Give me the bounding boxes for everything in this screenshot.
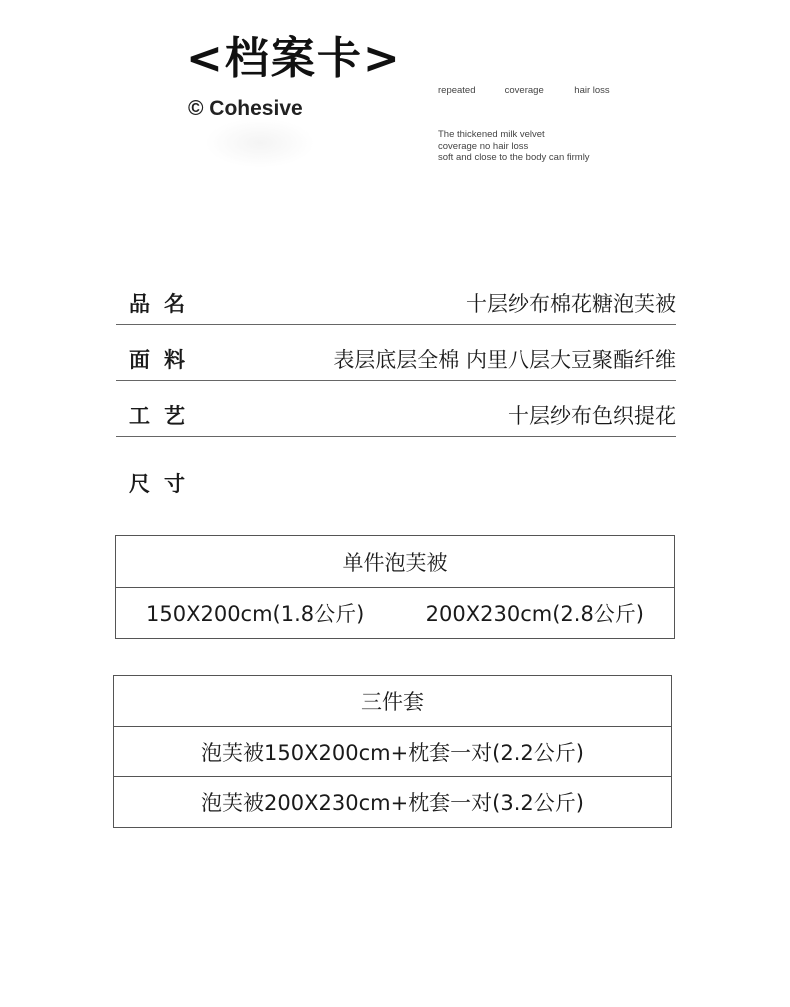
- description-line: The thickened milk velvet: [438, 129, 545, 140]
- tag-coverage: coverage: [504, 85, 544, 96]
- info-value: 十层纱布色织提花: [508, 404, 676, 428]
- table-row: [116, 587, 674, 638]
- table-cell: 200X230cm(2.8公斤): [425, 602, 644, 626]
- info-value: 十层纱布棉花糖泡芙被: [466, 292, 676, 316]
- tag-repeated: repeated: [438, 85, 476, 96]
- size-label: 尺寸: [129, 472, 199, 496]
- info-label: 品名: [129, 292, 199, 316]
- table-row: 泡芙被200X230cm+枕套一对(3.2公斤): [114, 776, 671, 826]
- page-title: <档案卡>: [186, 33, 402, 84]
- table-cell: 150X200cm(1.8公斤): [146, 602, 365, 626]
- product-description: [438, 129, 590, 164]
- info-label: 面料: [129, 348, 199, 372]
- description-line: coverage no hair loss: [438, 140, 529, 152]
- single-quilt-table: [115, 535, 675, 639]
- info-value: 表层底层全棉 内里八层大豆聚酯纤维: [333, 348, 676, 372]
- feature-tags: [438, 85, 610, 96]
- three-piece-set-table: [113, 675, 672, 828]
- info-row-fabric: [116, 338, 676, 381]
- table-row: 泡芙被150X200cm+枕套一对(2.2公斤): [114, 726, 671, 776]
- info-label: 工艺: [129, 404, 199, 428]
- info-row-product-name: [116, 282, 676, 325]
- tag-hair-loss: hair loss: [574, 85, 610, 96]
- table-header: 单件泡芙被: [342, 550, 448, 575]
- brand-name: © Cohesive: [188, 97, 303, 120]
- brand-glow-decoration: [205, 118, 315, 168]
- table-header: 三件套: [361, 690, 424, 714]
- info-row-craft: [116, 394, 676, 437]
- description-line: soft and close to the body can firmly: [438, 152, 590, 163]
